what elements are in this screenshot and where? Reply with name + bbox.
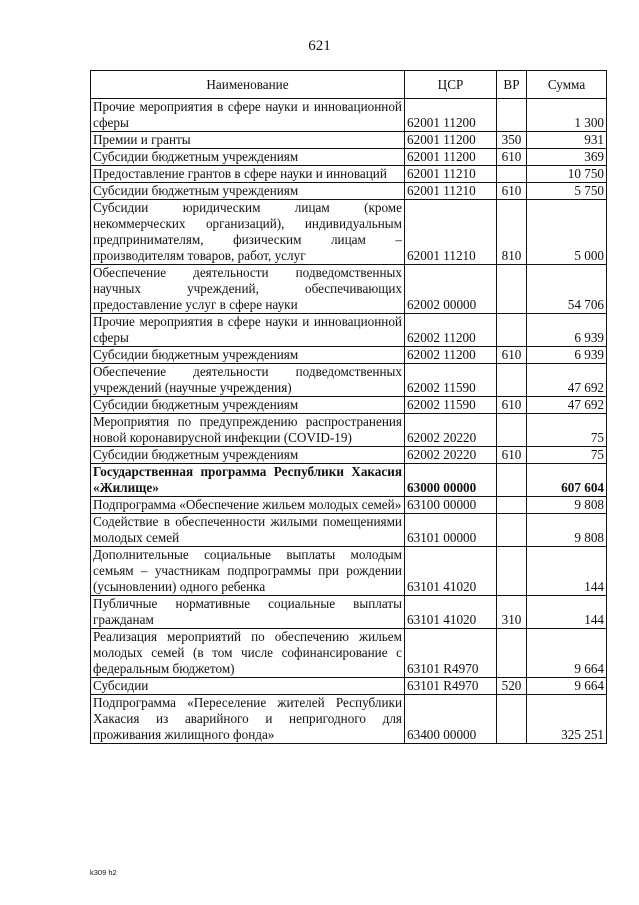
table-row — [91, 497, 607, 514]
row-sum: 931 — [527, 132, 607, 149]
table-row — [91, 99, 607, 132]
row-vr: 520 — [497, 678, 527, 695]
row-name: Дополнительные социальные выплаты молодым семьям – участникам подпрограммы при рождении (усыновлении) одного ребенка — [91, 547, 405, 596]
row-csr: 62002 11200 — [405, 347, 497, 364]
row-name: Премии и гранты — [91, 132, 405, 149]
table-body — [91, 99, 607, 744]
row-name: Содействие в обеспеченности жилыми помещениями молодых семей — [91, 514, 405, 547]
row-csr: 63101 41020 — [405, 547, 497, 596]
header-name: Наименование — [91, 71, 405, 99]
row-sum: 607 604 — [527, 464, 607, 497]
row-sum: 369 — [527, 149, 607, 166]
table-row — [91, 629, 607, 678]
row-vr — [497, 99, 527, 132]
row-sum: 6 939 — [527, 347, 607, 364]
row-vr — [497, 166, 527, 183]
row-sum: 5 750 — [527, 183, 607, 200]
row-sum: 6 939 — [527, 314, 607, 347]
row-csr: 62002 11590 — [405, 364, 497, 397]
row-name: Субсидии бюджетным учреждениям — [91, 397, 405, 414]
table-row — [91, 132, 607, 149]
row-csr: 63000 00000 — [405, 464, 497, 497]
row-csr: 63400 00000 — [405, 695, 497, 744]
table-row — [91, 347, 607, 364]
page-number: 621 — [308, 38, 331, 54]
row-sum: 9 664 — [527, 678, 607, 695]
table-row — [91, 397, 607, 414]
row-name: Прочие мероприятия в сфере науки и инновационной сферы — [91, 314, 405, 347]
row-vr — [497, 695, 527, 744]
row-csr: 62001 11200 — [405, 99, 497, 132]
row-sum: 1 300 — [527, 99, 607, 132]
row-sum: 47 692 — [527, 397, 607, 414]
row-sum: 54 706 — [527, 265, 607, 314]
row-name: Подпрограмма «Переселение жителей Республики Хакасия из аварийного и непригодного для проживания жилищного фонда» — [91, 695, 405, 744]
row-sum: 75 — [527, 414, 607, 447]
row-name: Субсидии бюджетным учреждениям — [91, 183, 405, 200]
row-csr: 62002 11200 — [405, 314, 497, 347]
row-sum: 10 750 — [527, 166, 607, 183]
row-sum: 144 — [527, 596, 607, 629]
row-vr: 810 — [497, 200, 527, 265]
header-sum: Сумма — [527, 71, 607, 99]
row-name: Реализация мероприятий по обеспечению жильем молодых семей (в том числе софинансирование с федеральным бюджетом) — [91, 629, 405, 678]
table-row — [91, 447, 607, 464]
budget-table — [90, 70, 607, 744]
row-vr: 610 — [497, 447, 527, 464]
row-vr: 610 — [497, 149, 527, 166]
table-row — [91, 183, 607, 200]
row-name: Субсидии — [91, 678, 405, 695]
table-row — [91, 547, 607, 596]
table-header-row — [91, 71, 607, 99]
row-name: Прочие мероприятия в сфере науки и инновационной сферы — [91, 99, 405, 132]
row-sum: 75 — [527, 447, 607, 464]
row-vr: 610 — [497, 347, 527, 364]
table-row — [91, 514, 607, 547]
table-row — [91, 596, 607, 629]
row-name: Предоставление грантов в сфере науки и инноваций — [91, 166, 405, 183]
table-row — [91, 464, 607, 497]
table-row — [91, 200, 607, 265]
table-row — [91, 695, 607, 744]
row-csr: 63101 R4970 — [405, 678, 497, 695]
row-csr: 62002 00000 — [405, 265, 497, 314]
table-row — [91, 314, 607, 347]
row-vr — [497, 265, 527, 314]
row-csr: 62001 11210 — [405, 166, 497, 183]
row-sum: 144 — [527, 547, 607, 596]
header-csr: ЦСР — [405, 71, 497, 99]
row-csr: 62002 20220 — [405, 414, 497, 447]
row-csr: 63101 R4970 — [405, 629, 497, 678]
row-name: Субсидии юридическим лицам (кроме некоммерческих организаций), индивидуальным предпринимателям, физическим лицам – производителям товаров, работ, услуг — [91, 200, 405, 265]
row-name: Государственная программа Республики Хакасия «Жилище» — [91, 464, 405, 497]
row-sum: 9 808 — [527, 497, 607, 514]
table-row — [91, 414, 607, 447]
row-vr — [497, 364, 527, 397]
row-vr — [497, 514, 527, 547]
row-name: Подпрограмма «Обеспечение жильем молодых семей» — [91, 497, 405, 514]
row-name: Субсидии бюджетным учреждениям — [91, 447, 405, 464]
row-vr — [497, 629, 527, 678]
row-vr — [497, 314, 527, 347]
row-vr — [497, 497, 527, 514]
row-vr: 610 — [497, 183, 527, 200]
footer-code: k309 h2 — [90, 868, 117, 877]
row-vr: 610 — [497, 397, 527, 414]
row-vr — [497, 464, 527, 497]
row-csr: 63101 41020 — [405, 596, 497, 629]
row-name: Обеспечение деятельности подведомственных научных учреждений, обеспечивающих предоставление услуг в сфере науки — [91, 265, 405, 314]
row-sum: 5 000 — [527, 200, 607, 265]
row-vr — [497, 547, 527, 596]
row-csr: 62001 11200 — [405, 132, 497, 149]
row-sum: 9 664 — [527, 629, 607, 678]
row-sum: 9 808 — [527, 514, 607, 547]
table-row — [91, 166, 607, 183]
table-row — [91, 678, 607, 695]
table-row — [91, 265, 607, 314]
row-csr: 63101 00000 — [405, 514, 497, 547]
row-csr: 62001 11210 — [405, 200, 497, 265]
row-csr: 62002 11590 — [405, 397, 497, 414]
row-name: Мероприятия по предупреждению распространения новой коронавирусной инфекции (COVID-19) — [91, 414, 405, 447]
row-csr: 63100 00000 — [405, 497, 497, 514]
table-row — [91, 364, 607, 397]
row-csr: 62001 11200 — [405, 149, 497, 166]
header-vr: ВР — [497, 71, 527, 99]
row-name: Публичные нормативные социальные выплаты гражданам — [91, 596, 405, 629]
row-name: Обеспечение деятельности подведомственных учреждений (научные учреждения) — [91, 364, 405, 397]
row-name: Субсидии бюджетным учреждениям — [91, 149, 405, 166]
table-row — [91, 149, 607, 166]
row-csr: 62002 20220 — [405, 447, 497, 464]
row-name: Субсидии бюджетным учреждениям — [91, 347, 405, 364]
row-sum: 47 692 — [527, 364, 607, 397]
row-vr: 350 — [497, 132, 527, 149]
row-vr: 310 — [497, 596, 527, 629]
row-sum: 325 251 — [527, 695, 607, 744]
row-vr — [497, 414, 527, 447]
row-csr: 62001 11210 — [405, 183, 497, 200]
